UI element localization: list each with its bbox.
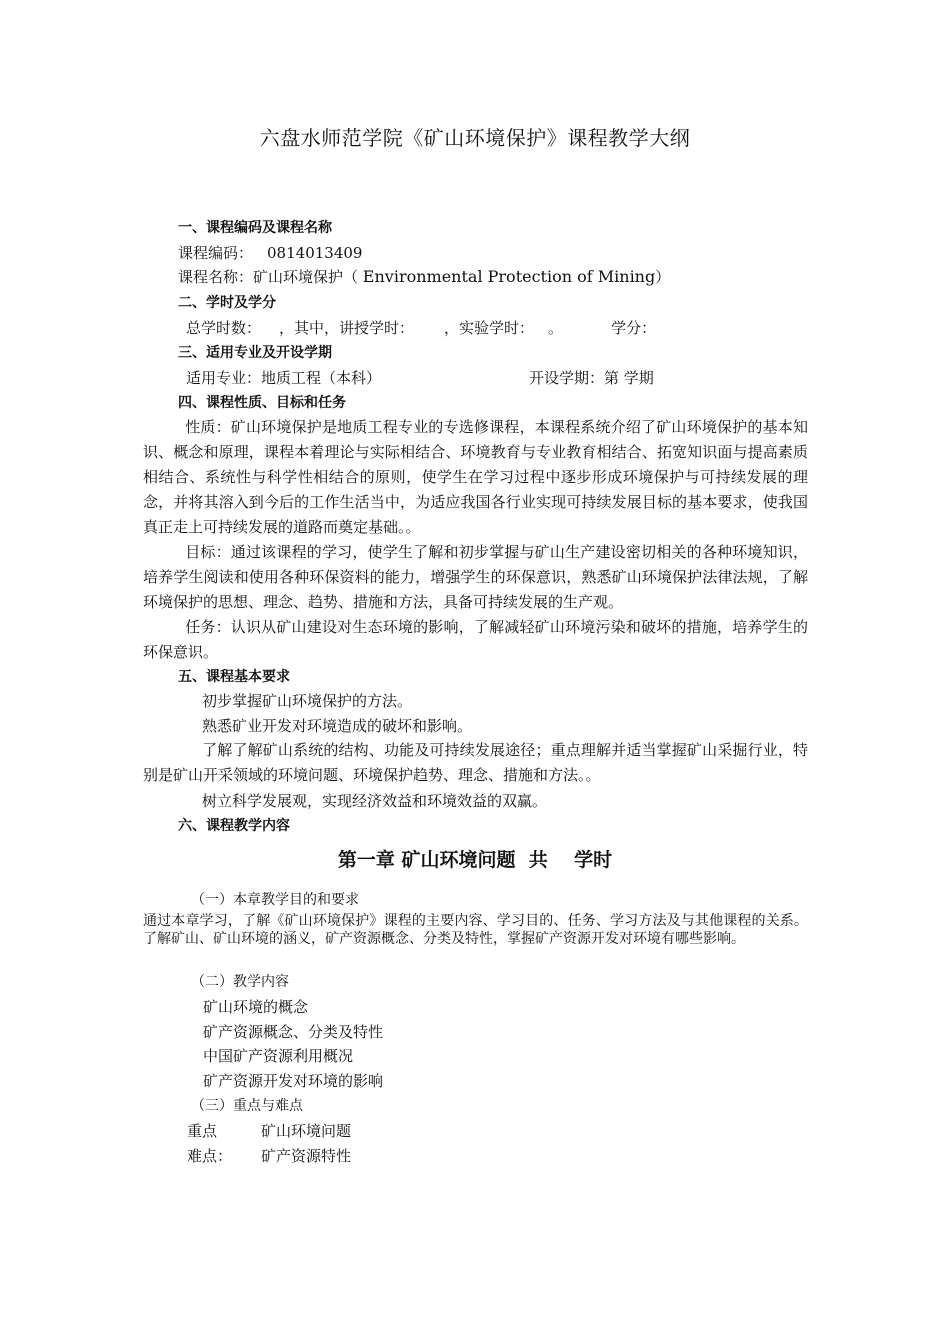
chapter-title: 第一章 矿山环境问题 共 学时 xyxy=(337,849,613,871)
section-3-heading: 三、适用专业及开设学期 xyxy=(178,345,332,361)
course-code-line xyxy=(178,243,362,263)
course-code-label: 课程编码： xyxy=(178,244,254,262)
hours-line xyxy=(186,318,656,338)
chapter-content-heading: （二）教学内容 xyxy=(191,974,289,990)
content-item: 中国矿产资源利用概况 xyxy=(203,1047,354,1065)
section-6-heading: 六、课程教学内容 xyxy=(178,818,290,834)
requirement-2: 熟悉矿业开发对环境造成的破坏和影响。 xyxy=(202,717,473,735)
content-item: 矿山环境的概念 xyxy=(203,998,309,1016)
section-4-heading: 四、课程性质、目标和任务 xyxy=(178,395,346,411)
nature-paragraph xyxy=(143,415,808,540)
chapter-goal-heading: （一）本章教学目的和要求 xyxy=(191,892,359,908)
section-5-heading: 五、课程基本要求 xyxy=(178,669,290,685)
difficulty-label: 难点： xyxy=(187,1147,233,1165)
content-item: 矿产资源开发对环境的影响 xyxy=(203,1072,384,1090)
chapter-key-heading: （三）重点与难点 xyxy=(191,1098,303,1114)
requirement-1: 初步掌握矿山环境保护的方法。 xyxy=(202,692,413,710)
nature-text: 性质：矿山环境保护是地质工程专业的专选修课程，本课程系统介绍了矿山环境保护的基本知识、概念和原理，课程本着理论与实际相结合、环境教育与专业教育相结合、拓宽知识面与提高素质相结合、系统性与科学性相结合的原则，使学生在学习过程中逐步形成环境保护与可持续发展的理念，并将其溶入到今后的工作生活当中，为适应我国各行业实现可持续发展目标的基本要求，使我国真正走上可持续发展的道路而奠定基础。。 xyxy=(143,418,808,536)
content-item: 矿产资源概念、分类及特性 xyxy=(203,1023,384,1041)
hours-end: 。 xyxy=(548,319,564,337)
course-name-label: 课程名称：矿山环境保护 xyxy=(178,268,344,286)
course-name-line xyxy=(178,267,670,287)
requirement-3-paragraph xyxy=(143,738,808,788)
course-code-value: 0814013409 xyxy=(267,244,363,262)
key-point-value: 矿山环境问题 xyxy=(261,1122,352,1140)
difficulty-value: 矿产资源特性 xyxy=(261,1147,352,1165)
chapter-goal-text: 通过本章学习，了解《矿山环境保护》课程的主要内容、学习目的、任务、学习方法及与其他课程的关系。了解矿山、矿山环境的涵义，矿产资源概念、分类及特性，掌握矿产资源开发对环境有哪些影响。 xyxy=(143,913,808,947)
goal-paragraph xyxy=(143,540,808,615)
hours-total-label: 总学时数： xyxy=(186,319,262,337)
semester-text: 开设学期：第 学期 xyxy=(529,369,654,387)
document-title: 六盘水师范学院《矿山环境保护》课程教学大纲 xyxy=(259,126,691,150)
task-text: 任务：认识从矿山建设对生态环境的影响，了解减轻矿山环境污染和破坏的措施，培养学生的环保意识。 xyxy=(143,618,808,661)
paren-close: ） xyxy=(655,268,671,286)
key-point-label: 重点 xyxy=(187,1122,218,1140)
hours-lab-label: ，实验学时： xyxy=(444,319,535,337)
hours-lecture-label: ，其中，讲授学时： xyxy=(279,319,415,337)
course-name-english: Environmental Protection of Mining xyxy=(362,267,656,286)
section-1-heading: 一、课程编码及课程名称 xyxy=(178,220,332,236)
credits-label: 学分： xyxy=(611,319,657,337)
major-text: 适用专业：地质工程（本科） xyxy=(186,369,382,387)
paren-open: （ xyxy=(343,268,363,286)
goal-text: 目标：通过该课程的学习，使学生了解和初步掌握与矿山生产建设密切相关的各种环境知识，培养学生阅读和使用各种环保资料的能力，增强学生的环保意识，熟悉矿山环境保护法律法规，了解环境保护的思想、理念、趋势、措施和方法，具备可持续发展的生产观。 xyxy=(143,543,808,611)
requirement-4: 树立科学发展观，实现经济效益和环境效益的双赢。 xyxy=(202,792,548,810)
section-2-heading: 二、学时及学分 xyxy=(178,295,276,311)
requirement-3: 了解了解矿山系统的结构、功能及可持续发展途径；重点理解并适当掌握矿山采掘行业，特别是矿山开采领域的环境问题、环境保护趋势、理念、措施和方法。。 xyxy=(143,741,808,784)
task-paragraph xyxy=(143,615,808,665)
